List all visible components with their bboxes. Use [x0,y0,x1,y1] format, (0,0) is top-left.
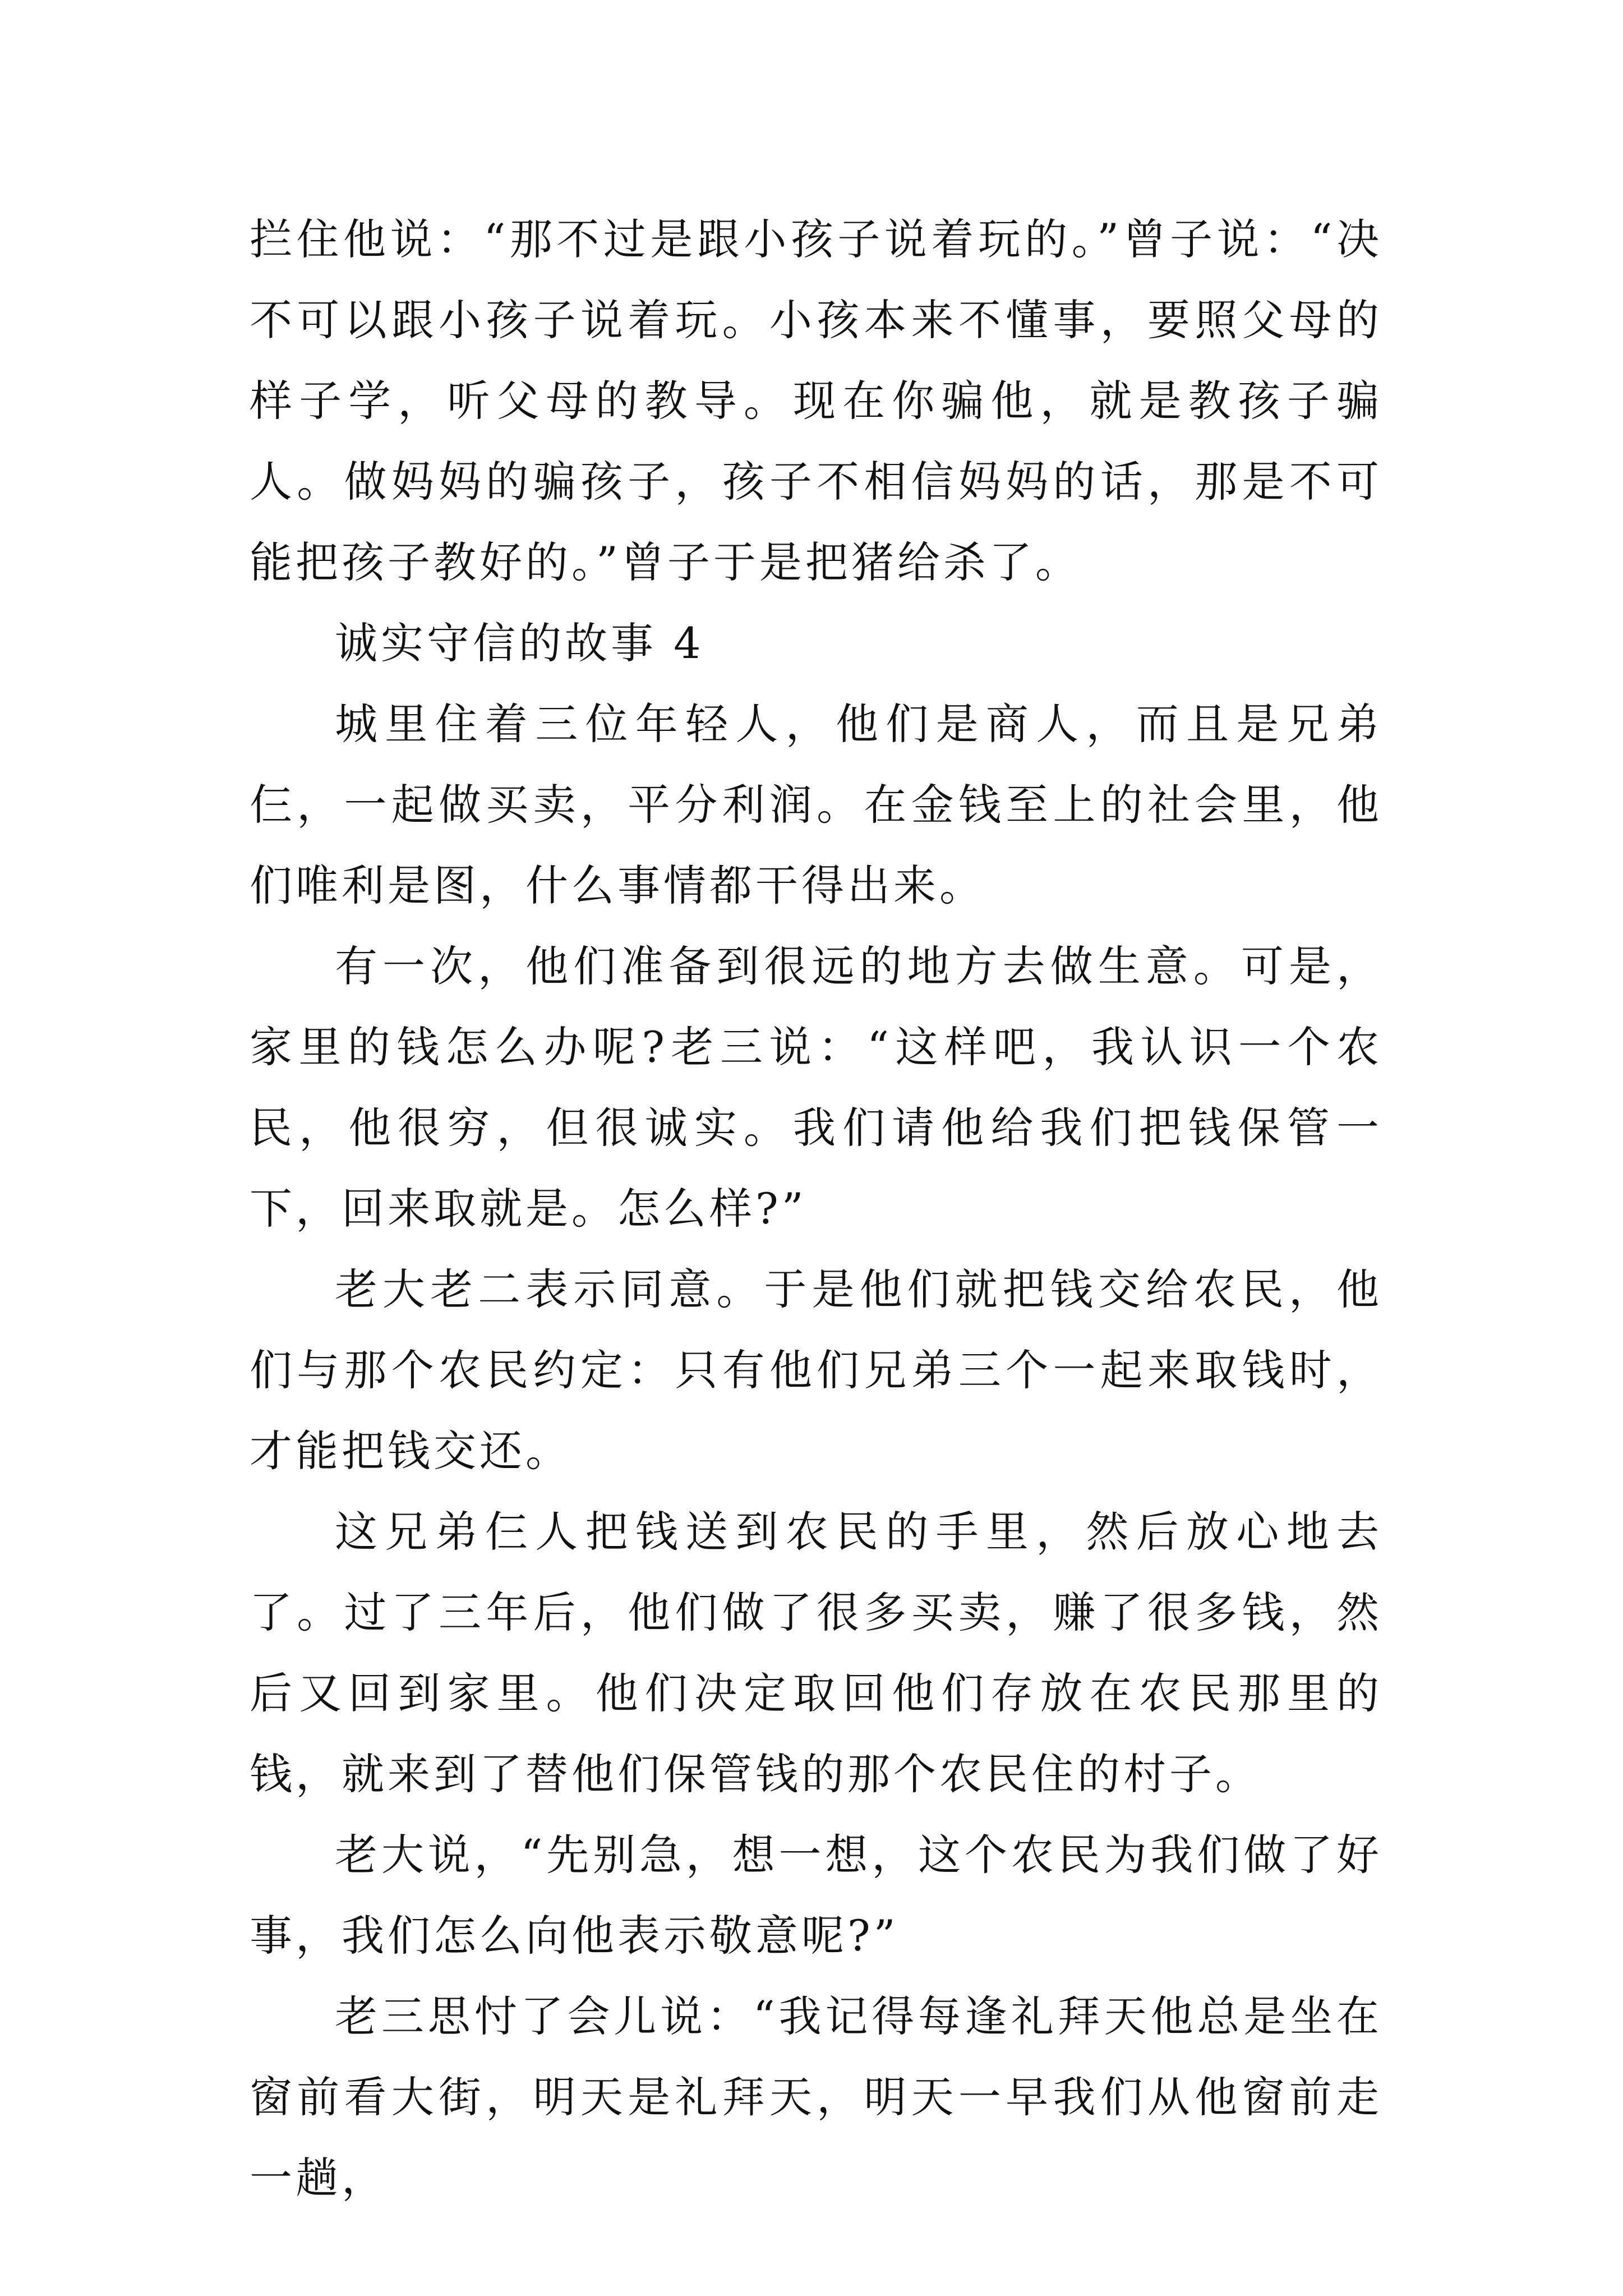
paragraph [250,603,1382,684]
text-line: 有一次，他们准备到很远的地方去做生意。可是，家里 [250,941,1382,1072]
paragraph [250,1976,1382,2219]
text-line: 老大老二表示同意。于是他们就把钱交给农民，他们与 [250,1264,1382,1395]
text-line: 了三年后，他们做了很多买卖，赚了很多钱，然后又回到家 [250,1588,1383,1718]
document-body [250,199,1382,2219]
paragraph [250,926,1382,1249]
text-line: 前看大街，明天是礼拜天，明天一早我们从他窗前走一趟， [250,2072,1383,2203]
text-line: 可以跟小孩子说着玩。小孩本来不懂事，要照父母的样子学， [250,295,1383,426]
text-line: 城里住着三位年轻人，他们是商人，而且是兄弟仨，一 [250,699,1382,830]
paragraph [250,1492,1382,1815]
text-line: 老大说，“先别急，想一想，这个农民为我们做了好事， [250,1830,1382,1961]
text-line: 的钱怎么办呢?老三说：“这样吧，我认识一个农民，他很穷， [250,1022,1383,1153]
text-line: 但很诚实。我们请他给我们把钱保管一下，回来取就是。怎 [250,1103,1383,1234]
text-line: 么样?” [663,1184,807,1234]
text-line: 这兄弟仨人把钱送到农民的手里，然后放心地去了。过 [250,1507,1382,1637]
text-line: 交还。 [434,1426,571,1476]
text-line: 拦住他说：“那不过是跟小孩子说着玩的。”曾子说：“决不 [250,214,1382,345]
paragraph [250,684,1382,926]
text-line: 老三思忖了会儿说：“我记得每逢礼拜天他总是坐在窗 [250,1991,1382,2122]
text-line: 里。他们决定取回他们存放在农民那里的钱，就来到了替他 [250,1668,1383,1799]
text-line: 起做买卖，平分利润。在金钱至上的社会里，他们唯利是图， [250,780,1383,910]
paragraph [250,199,1382,603]
text-line: 听父母的教导。现在你骗他，就是教孩子骗人。做妈妈的骗 [250,376,1383,507]
text-line: 什么事情都干得出来。 [525,861,985,910]
paragraph [250,1249,1382,1492]
text-line: 孩子，孩子不相信妈妈的话，那是不可能把孩子教好的。” [250,457,1383,587]
text-line: 曾子于是把猪给杀了。 [621,537,1081,587]
text-line: 那个农民约定：只有他们兄弟三个一起来取钱时，才能把钱 [250,1345,1383,1476]
text-line: 们保管钱的那个农民住的村子。 [617,1749,1261,1799]
text-line: 诚实守信的故事 4 [335,618,704,668]
paragraph [250,1815,1382,1976]
text-line: 我们怎么向他表示敬意呢?” [342,1911,899,1961]
